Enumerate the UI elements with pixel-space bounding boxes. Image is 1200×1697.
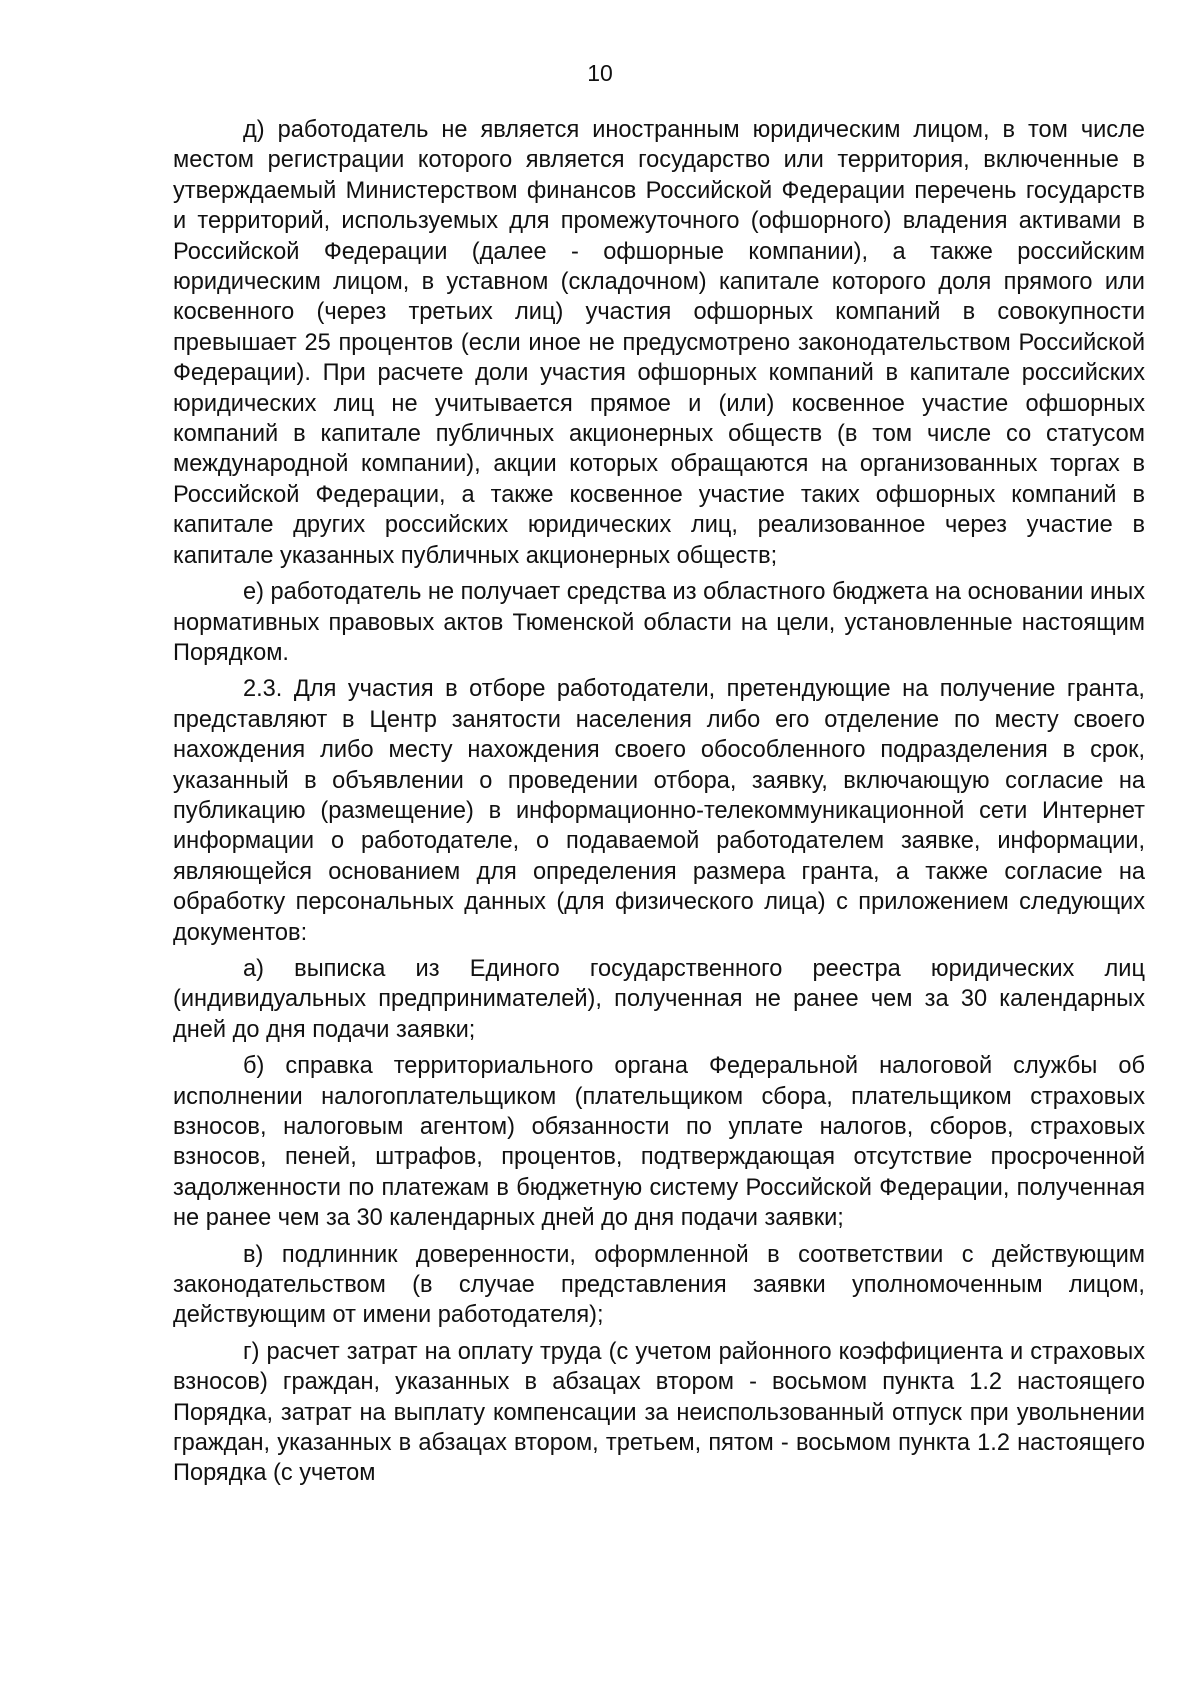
paragraph-d-offshore: д) работодатель не является иностранным юридическим лицом, в том числе местом регистрации которого является государство или территория, включенные в утверждаемый Министерством финансов Российской Федерации перечень государств и территорий, используемых для промежуточного (офшорного) владения активами в Российской Федерации (далее - офшорные компании), а также российским юридическим лицом, в уставном (складочном) капитале которого доля прямого или косвенного (через третьих лиц) участия офшорных компаний в совокупности превышает 25 процентов (если иное не предусмотрено законодательством Российской Федерации). При расчете доли участия офшорных компаний в капитале российских юридических лиц не учитывается прямое и (или) косвенное участие офшорных компаний в капитале публичных акционерных обществ (в том числе со статусом международной компании), акции которых обращаются на организованных торгах в Российской Федерации, а также косвенное участие таких офшорных компаний в капитале других российских юридических лиц, реализованное через участие в капитале указанных публичных акционерных обществ; [173,117,1145,569]
paragraph-e-regional-budget: е) работодатель не получает средства из областного бюджета на основании иных нормативных правовых актов Тюменской области на цели, установленные настоящим Порядком. [173,579,1145,666]
paragraph-g-cost-calculation: г) расчет затрат на оплату труда (с учетом районного коэффициента и страховых взносов) граждан, указанных в абзацах втором - восьмом пункта 1.2 настоящего Порядка, затрат на выплату компенсации за неиспользованный отпуск при увольнении граждан, указанных в абзацах втором, третьем, пятом - восьмом пункта 1.2 настоящего Порядка (с учетом [173,1338,1145,1487]
paragraph-2-3-application: 2.3. Для участия в отборе работодатели, претендующие на получение гранта, представляют в Центр занятости населения либо его отделение по месту своего нахождения либо месту нахождения своего обособленного подразделения в срок, указанный в объявлении о проведении отбора, заявку, включающую согласие на публикацию (размещение) в информационно-телекоммуникационной сети Интернет информации о работодателе, о подаваемой работодателем заявке, информации, являющейся основанием для определения размера гранта, а также согласие на обработку персональных данных (для физического лица) с приложением следующих документов: [173,676,1145,946]
paragraph-a-registry-extract: а) выписка из Единого государственного реестра юридических лиц (индивидуальных предпринимателей), полученная не ранее чем за 30 календарных дней до дня подачи заявки; [173,955,1145,1043]
page-number: 10 [587,60,613,86]
paragraph-b-tax-certificate: б) справка территориального органа Федеральной налоговой службы об исполнении налогоплательщиком (плательщиком сбора, плательщиком страховых взносов, налоговым агентом) обязанности по уплате налогов, сборов, страховых взносов, пеней, штрафов, процентов, подтверждающая отсутствие просроченной задолженности по платежам в бюджетную систему Российской Федерации, полученная не ранее чем за 30 календарных дней до дня подачи заявки; [173,1053,1145,1232]
paragraph-v-power-of-attorney: в) подлинник доверенности, оформленной в соответствии с действующим законодательством (в случае представления заявки уполномоченным лицом, действующим от имени работодателя); [173,1241,1145,1329]
document-body [173,115,1145,1489]
